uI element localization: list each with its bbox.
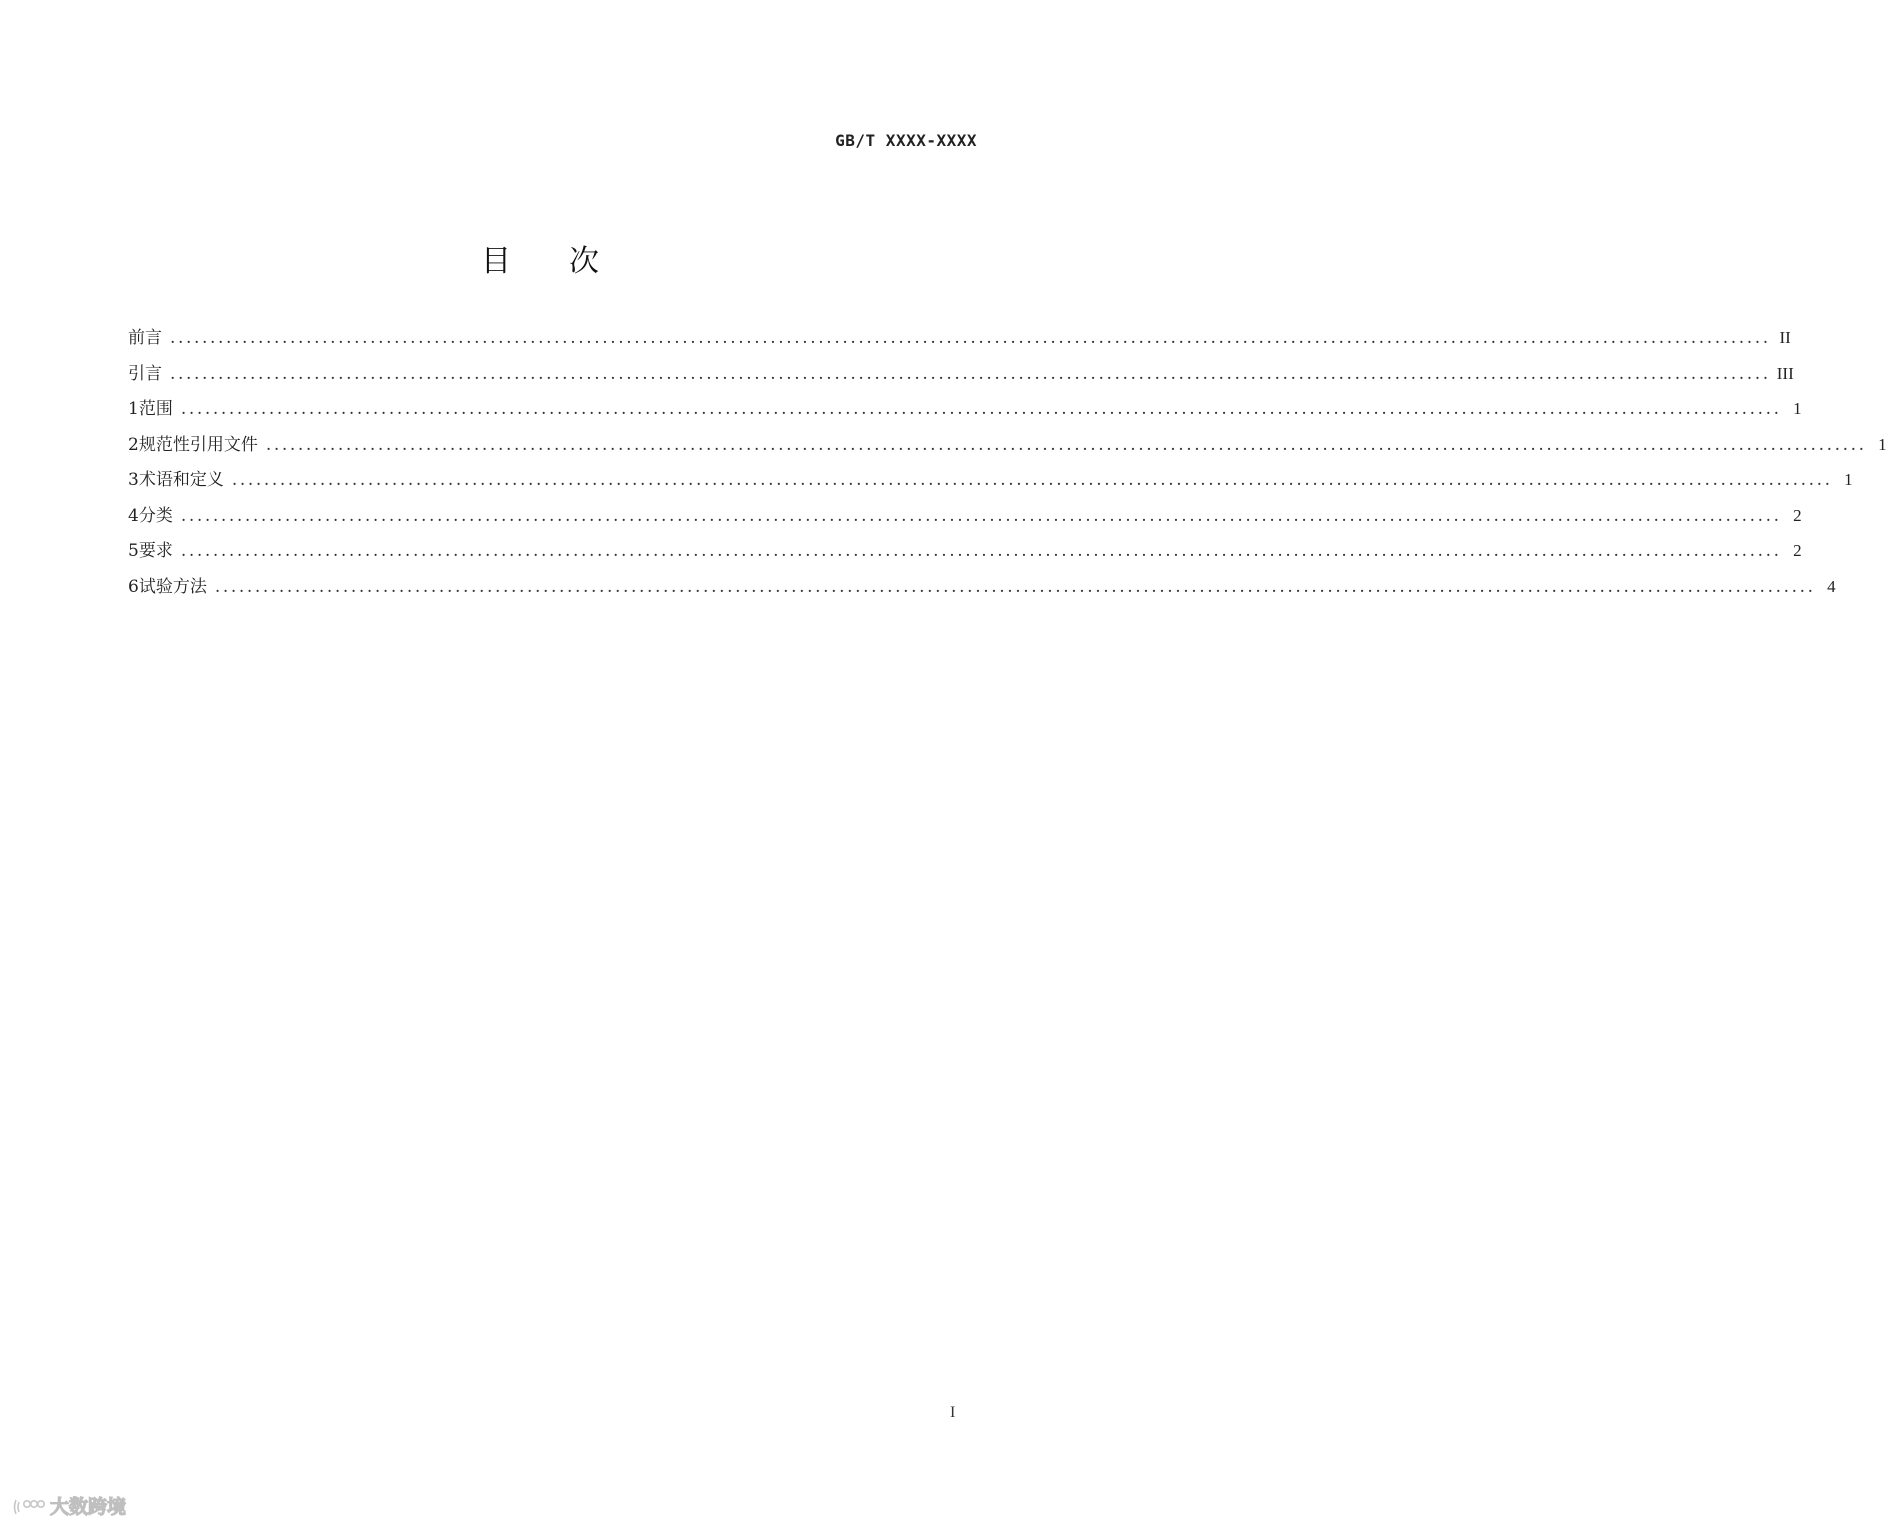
toc-item-page: 1 — [1878, 434, 1887, 454]
toc-leader-dots: ........................................................................................................................................................................................................ — [180, 399, 1782, 419]
toc-item-number: 1 — [128, 399, 139, 419]
toc-item-label: 范围 — [138, 399, 173, 419]
toc-item-label: 试验方法 — [138, 576, 207, 597]
toc-item-requirements[interactable] — [128, 536, 1802, 572]
toc-item-scope[interactable] — [128, 394, 1802, 430]
toc-item-page: 1 — [1793, 399, 1802, 418]
table-of-contents — [128, 323, 1887, 607]
toc-leader-dots: ........................................................................................................................................................................................................ — [170, 363, 1771, 384]
page-title-char-1: 目 — [481, 244, 511, 279]
toc-leader-dots: ........................................................................................................................................................................................................ — [180, 505, 1782, 526]
toc-item-label: 前言 — [128, 328, 162, 348]
toc-item-label: 术语和定义 — [138, 470, 224, 490]
toc-item-label: 引言 — [128, 363, 162, 384]
toc-leader-dots: ........................................................................................................................................................................................................ — [180, 541, 1782, 561]
toc-item-introduction[interactable] — [128, 359, 1794, 395]
toc-item-number: 4 — [128, 505, 139, 526]
page-title-char-2: 次 — [569, 244, 599, 279]
page-title — [0, 236, 1080, 280]
logo-icon — [15, 1500, 45, 1514]
toc-item-page: III — [1776, 363, 1794, 383]
toc-item-number: 3 — [128, 470, 139, 490]
toc-item-page: 2 — [1793, 505, 1802, 525]
toc-item-number: 5 — [128, 541, 139, 561]
toc-leader-dots: ........................................................................................................................................................................................................ — [265, 434, 1867, 455]
page-number: I — [950, 1404, 956, 1421]
toc-item-page: 4 — [1827, 576, 1836, 596]
toc-item-test-methods[interactable] — [128, 572, 1836, 608]
toc-item-terms-definitions[interactable] — [128, 465, 1853, 501]
toc-item-page: 2 — [1793, 541, 1802, 560]
toc-item-label: 规范性引用文件 — [138, 434, 258, 455]
watermark-graphic — [10, 1492, 142, 1522]
toc-item-page: 1 — [1844, 470, 1853, 489]
toc-leader-dots: ........................................................................................................................................................................................................ — [170, 328, 1771, 348]
toc-item-classification[interactable] — [128, 501, 1802, 537]
toc-item-label: 分类 — [138, 505, 173, 526]
toc-item-number: 6 — [128, 576, 139, 597]
toc-item-preface[interactable] — [128, 323, 1791, 359]
toc-item-label: 要求 — [138, 541, 173, 561]
document-code: GB/T XXXX-XXXX — [835, 131, 977, 150]
toc-item-number: 2 — [128, 434, 139, 455]
toc-leader-dots: ........................................................................................................................................................................................................ — [231, 470, 1833, 490]
toc-leader-dots: ........................................................................................................................................................................................................ — [214, 576, 1816, 597]
watermark — [10, 1492, 142, 1522]
toc-item-normative-references[interactable] — [128, 430, 1887, 466]
watermark-text: 大数跨境 — [50, 1496, 127, 1518]
toc-item-page: II — [1779, 328, 1791, 347]
